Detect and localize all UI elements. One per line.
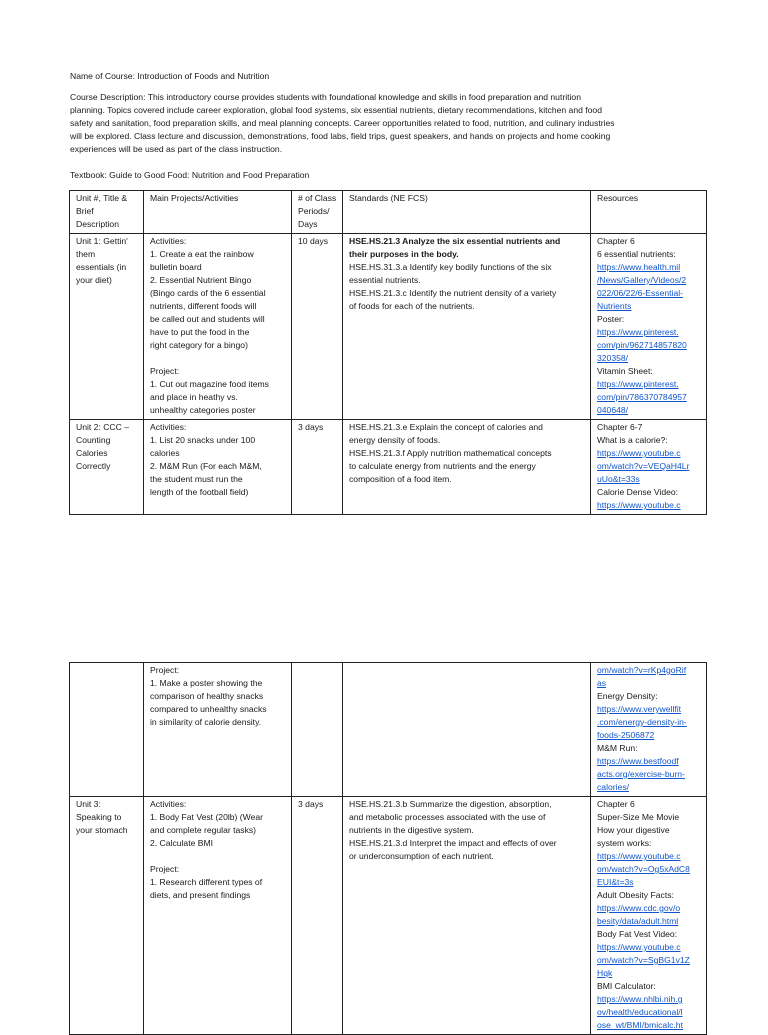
resource-text: Body Fat Vest Video: bbox=[597, 929, 678, 939]
unit-text: essentials (in bbox=[76, 262, 127, 272]
activity-text: Activities: bbox=[150, 799, 187, 809]
table-row bbox=[70, 797, 707, 1035]
resource-link[interactable]: https://www.verywellfit bbox=[597, 704, 682, 714]
resources-cell bbox=[591, 663, 707, 797]
header-resources bbox=[591, 191, 707, 234]
activity-text: calories bbox=[150, 448, 180, 458]
resources-cell bbox=[591, 797, 707, 1035]
resource-text: Adult Obesity Facts: bbox=[597, 890, 674, 900]
resource-link[interactable]: uUo&t=33s bbox=[597, 474, 640, 484]
activity-text bbox=[150, 850, 287, 863]
resource-link[interactable]: https://www.cdc.gov/o bbox=[597, 903, 681, 913]
activity-text: and complete regular tasks) bbox=[150, 825, 257, 835]
unit-text: Unit 1: Gettin' bbox=[76, 236, 128, 246]
course-name-text: Name of Course: Introduction of Foods and Nutrition bbox=[70, 71, 270, 81]
resource-link[interactable]: com/pin/962714857820 bbox=[597, 340, 687, 350]
activity-text: nutrients, different foods will bbox=[150, 301, 257, 311]
standard-text: HSE.HS.21.3.e Explain the concept of calories and bbox=[349, 422, 543, 432]
activities-cell bbox=[144, 663, 292, 797]
activity-text: the student must run the bbox=[150, 474, 243, 484]
standards-cell bbox=[343, 797, 591, 1035]
activity-text: Project: bbox=[150, 864, 180, 874]
unit-cell bbox=[70, 234, 144, 420]
course-name bbox=[70, 70, 700, 83]
resource-link[interactable]: Hqk bbox=[597, 968, 613, 978]
days-text: 3 days bbox=[298, 799, 324, 809]
standards-cell bbox=[343, 420, 591, 515]
standard-text: HSE.HS.31.3.a Identify key bodily functions of the six bbox=[349, 262, 552, 272]
days-cell bbox=[292, 797, 343, 1035]
header-text: Resources bbox=[597, 193, 639, 203]
unit-text: your diet) bbox=[76, 275, 112, 285]
activity-text: compared to unhealthy snacks bbox=[150, 704, 267, 714]
days-cell bbox=[292, 420, 343, 515]
activity-text: 1. Create a eat the rainbow bbox=[150, 249, 254, 259]
resource-link[interactable]: /News/Gallery/Videos/2 bbox=[597, 275, 687, 285]
activity-text: 1. Cut out magazine food items bbox=[150, 379, 269, 389]
resource-text: How your digestive bbox=[597, 825, 670, 835]
description-line: experiences will be used as part of the class instruction. bbox=[70, 144, 283, 154]
resource-link[interactable]: 040648/ bbox=[597, 405, 629, 415]
resource-link[interactable]: .com/energy-density-in- bbox=[597, 717, 687, 727]
header-text: Unit #, Title & bbox=[76, 193, 128, 203]
activity-text: 2. M&M Run (For each M&M, bbox=[150, 461, 262, 471]
standard-text: and metabolic processes associated with the use of bbox=[349, 812, 546, 822]
resource-link[interactable]: https://www.youtube.c bbox=[597, 942, 681, 952]
resource-text: Super-Size Me Movie bbox=[597, 812, 680, 822]
standard-title: HSE.HS.21.3 Analyze the six essential nutrients and bbox=[349, 236, 561, 246]
header-text: Brief bbox=[76, 206, 94, 216]
resource-text: Chapter 6-7 bbox=[597, 422, 643, 432]
curriculum-table-1 bbox=[69, 190, 707, 515]
unit-text: them bbox=[76, 249, 96, 259]
activity-text: be called out and students will bbox=[150, 314, 265, 324]
activity-text: bulletin board bbox=[150, 262, 202, 272]
resource-link[interactable]: https://www.pinterest. bbox=[597, 379, 679, 389]
resource-link[interactable]: https://www.bestfoodf bbox=[597, 756, 679, 766]
resources-cell bbox=[591, 420, 707, 515]
textbook-text: Textbook: Guide to Good Food: Nutrition and Food Preparation bbox=[70, 170, 310, 180]
header-text: Days bbox=[298, 219, 318, 229]
resource-link[interactable]: https://www.youtube.c bbox=[597, 500, 681, 510]
resource-link[interactable]: https://www.health.mil bbox=[597, 262, 681, 272]
unit-text: Unit 2: CCC – bbox=[76, 422, 130, 432]
resource-link[interactable]: om/watch?v=Og5xAdC8 bbox=[597, 864, 690, 874]
activity-text: 1. List 20 snacks under 100 bbox=[150, 435, 256, 445]
resource-link[interactable]: 022/06/22/6-Essential- bbox=[597, 288, 683, 298]
header-days bbox=[292, 191, 343, 234]
resource-text: Calorie Dense Video: bbox=[597, 487, 679, 497]
activity-text: diets, and present findings bbox=[150, 890, 251, 900]
standard-text: energy density of foods. bbox=[349, 435, 441, 445]
resource-text: M&M Run: bbox=[597, 743, 638, 753]
resources-cell bbox=[591, 234, 707, 420]
activities-cell bbox=[144, 797, 292, 1035]
activity-text: Project: bbox=[150, 366, 180, 376]
standard-text: HSE.HS.21.3.b Summarize the digestion, absorption, bbox=[349, 799, 552, 809]
activity-text bbox=[150, 352, 287, 365]
resource-text: 6 essential nutrients: bbox=[597, 249, 676, 259]
table-row bbox=[70, 420, 707, 515]
resource-link[interactable]: https://www.youtube.c bbox=[597, 448, 681, 458]
resource-link[interactable]: ov/health/educational/l bbox=[597, 1007, 683, 1017]
standard-text: HSE.HS.21.3.c Identify the nutrient density of a variety bbox=[349, 288, 557, 298]
resource-link[interactable]: besity/data/adult.html bbox=[597, 916, 679, 926]
curriculum-table-2 bbox=[69, 662, 707, 1035]
activity-text: (Bingo cards of the 6 essential bbox=[150, 288, 266, 298]
resource-text: Chapter 6 bbox=[597, 236, 635, 246]
resource-link[interactable]: com/pin/786370784957 bbox=[597, 392, 687, 402]
table-row bbox=[70, 663, 707, 797]
description-line: will be explored. Class lecture and discussion, demonstrations, food labs, field trips, guest speakers, and hands on projects and home cooking bbox=[70, 131, 611, 141]
header-standards bbox=[343, 191, 591, 234]
activity-text: 2. Essential Nutrient Bingo bbox=[150, 275, 252, 285]
activity-text: Project: bbox=[150, 665, 180, 675]
unit-text: Counting bbox=[76, 435, 111, 445]
resource-link[interactable]: https://www.nhlbi.nih.g bbox=[597, 994, 683, 1004]
description-line: planning. Topics covered include career exploration, global food systems, six essential nutrients, dietary recommendations, kitchen and food bbox=[70, 105, 602, 115]
resource-text: What is a calorie?: bbox=[597, 435, 668, 445]
course-description bbox=[70, 91, 700, 156]
header-unit bbox=[70, 191, 144, 234]
standards-cell bbox=[343, 234, 591, 420]
unit-cell bbox=[70, 797, 144, 1035]
resource-link[interactable]: 320358/ bbox=[597, 353, 629, 363]
days-text: 3 days bbox=[298, 422, 324, 432]
unit-text: Calories bbox=[76, 448, 108, 458]
unit-text: your stomach bbox=[76, 825, 128, 835]
activity-text: comparison of healthy snacks bbox=[150, 691, 264, 701]
activity-text: 1. Research different types of bbox=[150, 877, 263, 887]
activities-cell bbox=[144, 234, 292, 420]
header-activities bbox=[144, 191, 292, 234]
resource-link[interactable]: ose_wt/BMI/bmicalc.ht bbox=[597, 1020, 683, 1030]
activity-text: Activities: bbox=[150, 422, 187, 432]
standard-text: or underconsumption of each nutrient. bbox=[349, 851, 494, 861]
resource-link[interactable]: acts.org/exercise-burn- bbox=[597, 769, 685, 779]
header-text: Standards (NE FCS) bbox=[349, 193, 428, 203]
description-line: Course Description: This introductory course provides students with foundational knowledge and skills in food preparation and nutrition bbox=[70, 92, 581, 102]
resource-link[interactable]: om/watch?v=SgBG1v1Z bbox=[597, 955, 690, 965]
resource-text: Poster: bbox=[597, 314, 625, 324]
resource-link[interactable]: Nutrients bbox=[597, 301, 632, 311]
resource-link[interactable]: om/watch?v=rKp4goRif bbox=[597, 665, 687, 675]
standard-text: nutrients in the digestive system. bbox=[349, 825, 474, 835]
resource-text: system works: bbox=[597, 838, 652, 848]
activity-text: 1. Make a poster showing the bbox=[150, 678, 263, 688]
resource-link[interactable]: foods-2506872 bbox=[597, 730, 655, 740]
activity-text: 2. Calculate BMI bbox=[150, 838, 214, 848]
activity-text: right category for a bingo) bbox=[150, 340, 248, 350]
resource-text: BMI Calculator: bbox=[597, 981, 656, 991]
activity-text: have to put the food in the bbox=[150, 327, 250, 337]
standard-title: their purposes in the body. bbox=[349, 249, 459, 259]
description-line: safety and sanitation, food preparation skills, and meal planning concepts. Career opportunities related to food, nutrition, and culinary industries bbox=[70, 118, 615, 128]
header-text: Description bbox=[76, 219, 119, 229]
resource-link[interactable]: as bbox=[597, 678, 607, 688]
resource-link[interactable]: om/watch?v=VEQaH4Lr bbox=[597, 461, 690, 471]
resource-link[interactable]: calories/ bbox=[597, 782, 629, 792]
table-header-row bbox=[70, 191, 707, 234]
activity-text: unhealthy categories poster bbox=[150, 405, 256, 415]
header-text: Periods/ bbox=[298, 206, 330, 216]
standard-text: composition of a food item. bbox=[349, 474, 452, 484]
resource-link[interactable]: EUI&t=3s bbox=[597, 877, 634, 887]
activity-text: and place in heathy vs. bbox=[150, 392, 238, 402]
textbook bbox=[70, 169, 700, 182]
resource-link[interactable]: https://www.pinterest. bbox=[597, 327, 679, 337]
days-cell bbox=[292, 663, 343, 797]
standard-text: essential nutrients. bbox=[349, 275, 421, 285]
standard-text: of foods for each of the nutrients. bbox=[349, 301, 475, 311]
header-text: Main Projects/Activities bbox=[150, 193, 239, 203]
table-row bbox=[70, 234, 707, 420]
standard-text: HSE.HS.21.3.f Apply nutrition mathematical concepts bbox=[349, 448, 552, 458]
activity-text: in similarity of calorie density. bbox=[150, 717, 262, 727]
header-text: # of Class bbox=[298, 193, 337, 203]
unit-cell bbox=[70, 663, 144, 797]
resource-text: Chapter 6 bbox=[597, 799, 635, 809]
standard-text: HSE.HS.21.3.d Interpret the impact and effects of over bbox=[349, 838, 557, 848]
resource-text: Energy Density: bbox=[597, 691, 658, 701]
standard-text: to calculate energy from nutrients and the energy bbox=[349, 461, 536, 471]
activity-text: length of the football field) bbox=[150, 487, 249, 497]
unit-text: Correctly bbox=[76, 461, 111, 471]
resource-link[interactable]: https://www.youtube.c bbox=[597, 851, 681, 861]
unit-cell bbox=[70, 420, 144, 515]
activity-text: Activities: bbox=[150, 236, 187, 246]
activity-text: 1. Body Fat Vest (20lb) (Wear bbox=[150, 812, 264, 822]
activities-cell bbox=[144, 420, 292, 515]
days-text: 10 days bbox=[298, 236, 329, 246]
unit-text: Speaking to bbox=[76, 812, 122, 822]
resource-text: Vitamin Sheet: bbox=[597, 366, 653, 376]
days-cell bbox=[292, 234, 343, 420]
unit-text: Unit 3: bbox=[76, 799, 101, 809]
standards-cell bbox=[343, 663, 591, 797]
